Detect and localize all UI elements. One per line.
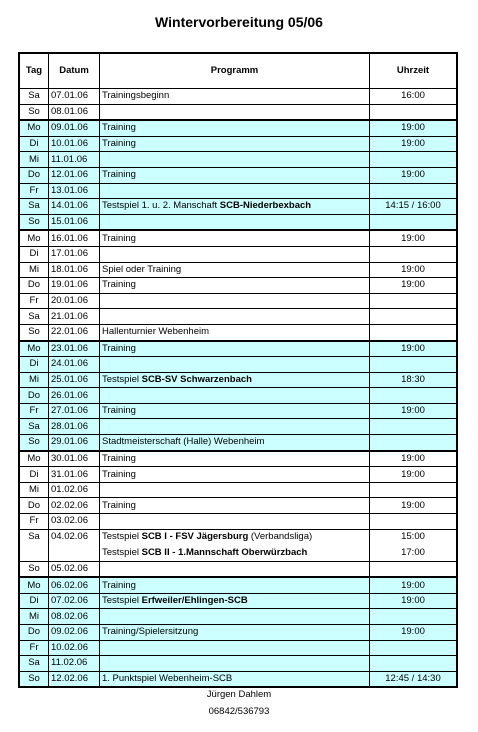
program-cell [100, 309, 370, 325]
table-row [19, 529, 457, 561]
day-cell: Mo [19, 120, 49, 136]
program-cell [100, 577, 370, 593]
schedule-body [19, 89, 457, 688]
table-row [19, 183, 457, 199]
time-cell [370, 104, 458, 120]
time-cell [370, 357, 458, 373]
table-row [19, 309, 457, 325]
program-text-part: Training [102, 122, 136, 134]
time-cell: 19:00 [370, 403, 458, 419]
program-text-part: Stadtmeisterschaft (Halle) Webenheim [102, 436, 265, 448]
program-text-part: Training [102, 499, 136, 511]
program-text-part: Testspiel [102, 547, 142, 559]
time-cell: 19:00 [370, 136, 458, 152]
date-cell: 12.01.06 [49, 167, 100, 183]
table-row [19, 104, 457, 120]
time-cell: 19:00 [370, 341, 458, 357]
program-cell [100, 120, 370, 136]
table-row [19, 199, 457, 215]
program-text-part: Training [102, 579, 136, 591]
table-row [19, 514, 457, 530]
program-cell [100, 167, 370, 183]
time-cell [370, 609, 458, 625]
program-cell [100, 230, 370, 246]
time-cell [370, 183, 458, 199]
day-cell: Mi [19, 372, 49, 388]
date-cell: 25.01.06 [49, 372, 100, 388]
day-cell: Fr [19, 640, 49, 656]
program-cell [100, 451, 370, 467]
program-cell [100, 214, 370, 230]
time-line: 15:00 [401, 531, 425, 543]
time-cell: 18:30 [370, 372, 458, 388]
date-cell: 19.01.06 [49, 278, 100, 294]
time-line: 17:00 [401, 547, 425, 559]
program-text-part: Training [102, 232, 136, 244]
day-cell: So [19, 214, 49, 230]
day-cell: Fr [19, 183, 49, 199]
table-row [19, 593, 457, 609]
day-cell: Do [19, 388, 49, 404]
day-cell: Fr [19, 514, 49, 530]
date-cell: 28.01.06 [49, 419, 100, 435]
day-cell: Sa [19, 199, 49, 215]
program-line [102, 546, 367, 560]
program-cell [100, 357, 370, 373]
program-cell [100, 609, 370, 625]
time-cell [370, 309, 458, 325]
time-cell: 16:00 [370, 89, 458, 105]
program-cell [100, 246, 370, 262]
time-cell: 19:00 [370, 230, 458, 246]
day-cell: Sa [19, 309, 49, 325]
day-cell: Do [19, 278, 49, 294]
table-row [19, 561, 457, 577]
program-cell [100, 435, 370, 451]
day-cell: So [19, 671, 49, 687]
day-cell: Sa [19, 89, 49, 105]
program-text-part: Training [102, 468, 136, 480]
program-cell [100, 278, 370, 294]
time-cell: 19:00 [370, 498, 458, 514]
schedule-table [18, 52, 458, 688]
table-row [19, 372, 457, 388]
date-cell: 12.02.06 [49, 671, 100, 687]
program-text-part: Testspiel 1. u. 2. Manschaft [102, 200, 220, 212]
day-cell: Mi [19, 609, 49, 625]
date-cell: 21.01.06 [49, 309, 100, 325]
date-cell: 22.01.06 [49, 324, 100, 340]
program-cell [100, 403, 370, 419]
date-cell: 07.01.06 [49, 89, 100, 105]
time-cell [370, 561, 458, 577]
table-row [19, 293, 457, 309]
program-cell [100, 104, 370, 120]
table-row [19, 136, 457, 152]
time-cell [370, 293, 458, 309]
time-cell: 19:00 [370, 467, 458, 483]
table-row [19, 609, 457, 625]
date-cell: 10.01.06 [49, 136, 100, 152]
day-cell: Di [19, 593, 49, 609]
table-row [19, 671, 457, 687]
program-text-part: SCB-Niederbexbach [219, 200, 312, 212]
date-cell: 23.01.06 [49, 341, 100, 357]
page-title: Wintervorbereitung 05/06 [155, 14, 323, 30]
time-cell [370, 214, 458, 230]
program-text-part: Training [102, 405, 136, 417]
time-cell [370, 388, 458, 404]
program-cell [100, 324, 370, 340]
date-cell: 14.01.06 [49, 199, 100, 215]
table-row [19, 341, 457, 357]
table-row [19, 451, 457, 467]
time-cell: 19:00 [370, 262, 458, 278]
date-cell: 08.02.06 [49, 609, 100, 625]
time-cell [370, 419, 458, 435]
program-cell [100, 625, 370, 641]
table-row [19, 482, 457, 498]
day-cell: So [19, 561, 49, 577]
day-cell: Mo [19, 451, 49, 467]
table-row [19, 214, 457, 230]
time-cell [370, 514, 458, 530]
program-text-part: SCB II - 1.Mannschaft Oberwürzbach [141, 547, 308, 559]
program-text-part: Training/Spielersitzung [102, 626, 199, 638]
program-cell [100, 529, 370, 561]
table-row [19, 467, 457, 483]
time-cell [370, 640, 458, 656]
program-cell [100, 152, 370, 168]
date-cell: 16.01.06 [49, 230, 100, 246]
program-cell [100, 593, 370, 609]
day-cell: Do [19, 625, 49, 641]
day-cell: Sa [19, 419, 49, 435]
program-text-part: Trainingsbeginn [102, 90, 170, 102]
program-text-part: Spiel oder Training [102, 263, 182, 275]
table-row [19, 246, 457, 262]
date-cell: 29.01.06 [49, 435, 100, 451]
table-row [19, 656, 457, 672]
date-cell: 09.01.06 [49, 120, 100, 136]
table-row [19, 278, 457, 294]
table-row [19, 435, 457, 451]
date-cell: 09.02.06 [49, 625, 100, 641]
program-cell [100, 640, 370, 656]
footer-phone: 06842/536793 [208, 706, 270, 717]
program-cell [100, 199, 370, 215]
date-cell: 11.01.06 [49, 152, 100, 168]
time-cell: 19:00 [370, 577, 458, 593]
program-text-part: Erfweiler/Ehlingen-SCB [141, 595, 248, 607]
table-row [19, 167, 457, 183]
date-cell: 01.02.06 [49, 482, 100, 498]
program-cell [100, 671, 370, 687]
program-text-part: Training [102, 138, 136, 150]
date-cell: 31.01.06 [49, 467, 100, 483]
date-cell: 18.01.06 [49, 262, 100, 278]
table-row [19, 640, 457, 656]
table-row [19, 230, 457, 246]
day-cell: Di [19, 467, 49, 483]
date-cell: 05.02.06 [49, 561, 100, 577]
program-cell [100, 372, 370, 388]
program-cell [100, 482, 370, 498]
date-cell: 11.02.06 [49, 656, 100, 672]
date-cell: 08.01.06 [49, 104, 100, 120]
date-cell: 17.01.06 [49, 246, 100, 262]
program-cell [100, 419, 370, 435]
program-text-part: Training [102, 279, 136, 291]
table-row [19, 577, 457, 593]
date-cell: 20.01.06 [49, 293, 100, 309]
program-cell [100, 341, 370, 357]
date-cell: 10.02.06 [49, 640, 100, 656]
date-cell: 02.02.06 [49, 498, 100, 514]
date-cell: 07.02.06 [49, 593, 100, 609]
time-cell: 19:00 [370, 593, 458, 609]
time-cell [370, 324, 458, 340]
program-cell [100, 514, 370, 530]
day-cell: Mo [19, 341, 49, 357]
program-text-part: SCB I - FSV Jägersburg [141, 531, 249, 543]
day-cell: Mi [19, 482, 49, 498]
day-cell: Mi [19, 152, 49, 168]
program-text-part: Training [102, 452, 136, 464]
program-text-part: 1. Punktspiel Webenheim-SCB [102, 673, 233, 685]
header-datum: Datum [49, 53, 100, 89]
day-cell: Do [19, 167, 49, 183]
program-cell [100, 388, 370, 404]
day-cell: So [19, 324, 49, 340]
program-line [102, 530, 367, 544]
time-cell [370, 482, 458, 498]
day-cell: Sa [19, 529, 49, 561]
program-text-part: Testspiel [102, 373, 142, 385]
day-cell: Di [19, 136, 49, 152]
day-cell: Di [19, 357, 49, 373]
program-text-part: Training [102, 169, 136, 181]
table-header-row [19, 53, 457, 89]
day-cell: So [19, 104, 49, 120]
program-cell [100, 656, 370, 672]
program-cell [100, 136, 370, 152]
table-row [19, 388, 457, 404]
table-row [19, 498, 457, 514]
table-row [19, 89, 457, 105]
time-cell: 19:00 [370, 451, 458, 467]
program-cell [100, 183, 370, 199]
header-uhrzeit: Uhrzeit [370, 53, 458, 89]
header-tag: Tag [19, 53, 49, 89]
program-text-part: (Verbandsliga) [248, 531, 313, 543]
date-cell: 24.01.06 [49, 357, 100, 373]
table-row [19, 120, 457, 136]
program-cell [100, 467, 370, 483]
time-cell [370, 246, 458, 262]
time-cell: 19:00 [370, 120, 458, 136]
time-cell: 19:00 [370, 167, 458, 183]
header-programm: Programm [100, 53, 370, 89]
date-cell: 13.01.06 [49, 183, 100, 199]
day-cell: So [19, 435, 49, 451]
program-cell [100, 89, 370, 105]
program-text-part: Hallenturnier Webenheim [102, 326, 210, 338]
table-row [19, 403, 457, 419]
table-row [19, 324, 457, 340]
date-cell: 04.02.06 [49, 529, 100, 561]
date-cell: 27.01.06 [49, 403, 100, 419]
day-cell: Mi [19, 262, 49, 278]
time-cell: 19:00 [370, 278, 458, 294]
day-cell: Mo [19, 230, 49, 246]
day-cell: Fr [19, 293, 49, 309]
day-cell: Sa [19, 656, 49, 672]
program-text-part: SCB-SV Schwarzenbach [141, 373, 252, 385]
date-cell: 26.01.06 [49, 388, 100, 404]
table-row [19, 152, 457, 168]
time-cell [370, 152, 458, 168]
time-cell: 14:15 / 16:00 [370, 199, 458, 215]
table-row [19, 262, 457, 278]
program-cell [100, 498, 370, 514]
table-row [19, 357, 457, 373]
program-text-part: Testspiel [102, 595, 142, 607]
day-cell: Fr [19, 403, 49, 419]
day-cell: Do [19, 498, 49, 514]
day-cell: Mo [19, 577, 49, 593]
program-text-part: Training [102, 342, 136, 354]
date-cell: 06.02.06 [49, 577, 100, 593]
date-cell: 15.01.06 [49, 214, 100, 230]
program-cell [100, 561, 370, 577]
program-cell [100, 293, 370, 309]
date-cell: 03.02.06 [49, 514, 100, 530]
time-cell: 12:45 / 14:30 [370, 671, 458, 687]
program-cell [100, 262, 370, 278]
time-cell: 19:00 [370, 625, 458, 641]
day-cell: Di [19, 246, 49, 262]
time-cell [370, 656, 458, 672]
program-text-part: Testspiel [102, 531, 142, 543]
date-cell: 30.01.06 [49, 451, 100, 467]
table-row [19, 625, 457, 641]
time-cell [370, 435, 458, 451]
footer-name: Jürgen Dahlem [206, 689, 272, 700]
table-row [19, 419, 457, 435]
time-cell [370, 529, 458, 561]
